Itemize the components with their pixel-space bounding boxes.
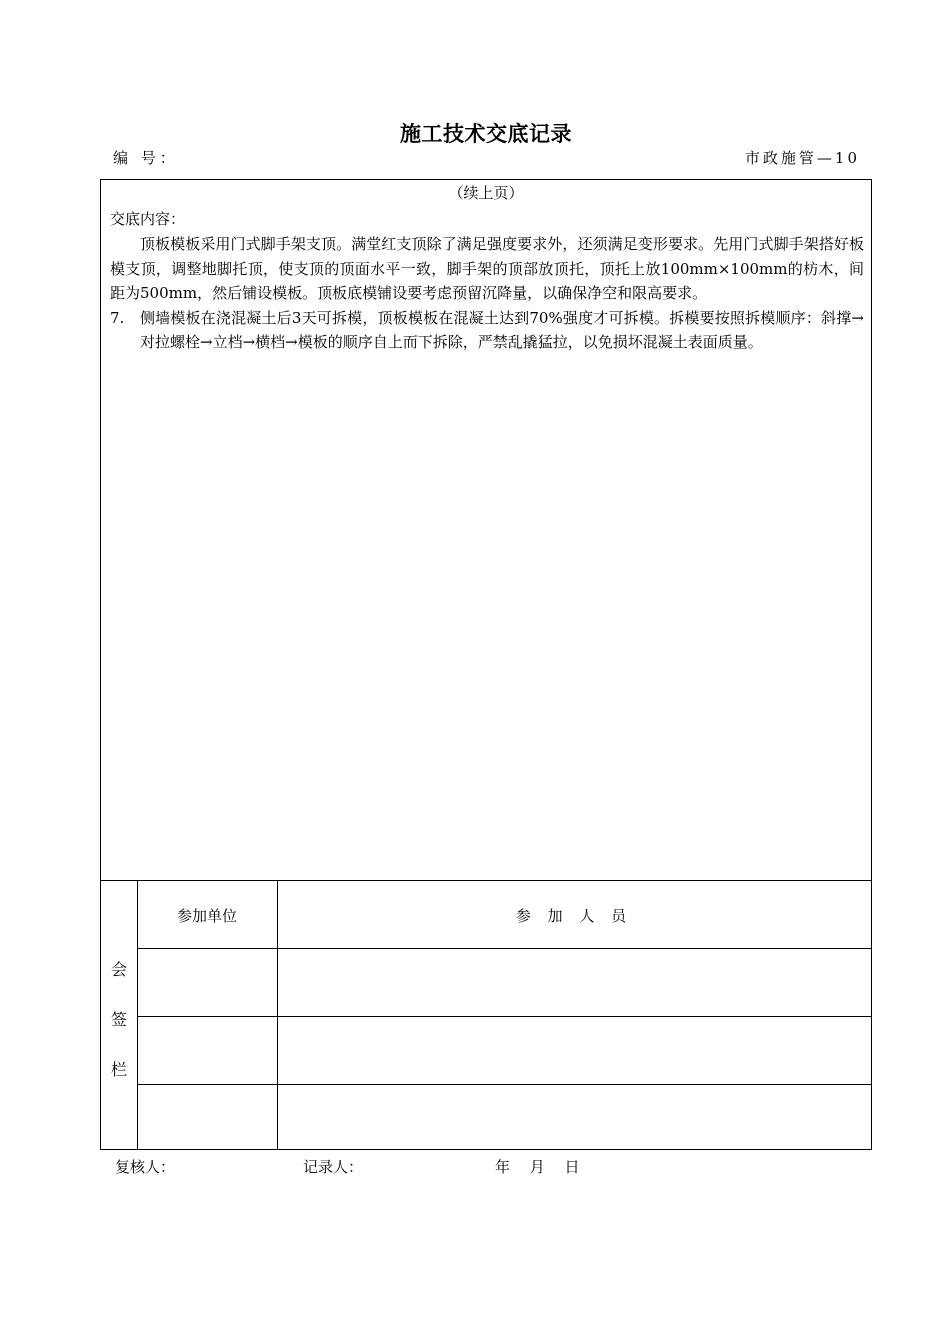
content-body [110, 232, 864, 355]
signoff-side-char: 签 [110, 1010, 127, 1029]
unit-cell[interactable] [138, 1017, 277, 1084]
person-column-header: 参 加 人 员 [515, 907, 633, 925]
item-number: 7. [110, 308, 125, 327]
signoff-section [101, 880, 871, 1150]
record-table [100, 179, 872, 1150]
unit-cell[interactable] [138, 1085, 277, 1149]
person-cell[interactable] [278, 949, 871, 1016]
person-cell[interactable] [278, 1017, 871, 1084]
person-cell[interactable] [278, 1085, 871, 1149]
continued-note: （续上页） [448, 184, 524, 202]
signoff-side-char: 会 [110, 960, 127, 979]
signoff-side-char: 栏 [110, 1060, 127, 1079]
content-label: 交底内容： [110, 210, 186, 228]
form-code: 市政施管—10 [744, 149, 860, 167]
recorder-label: 记录人： [303, 1158, 364, 1176]
date-label: 年 月 日 [495, 1158, 580, 1176]
reviewer-label: 复核人： [115, 1158, 176, 1176]
item-text: 侧墙模板在浇混凝土后3天可拆模，顶板模板在混凝土达到70%强度才可拆模。拆模要按照拆模顺序：斜撑→对拉螺栓→立档→横档→模板的顺序自上而下拆除，严禁乱撬猛拉，以免损坏混凝土表面质量。 [140, 308, 864, 351]
document-title: 施工技术交底记录 [400, 122, 572, 146]
serial-number-label: 编 号： [113, 149, 179, 167]
content-paragraph: 顶板模板采用门式脚手架支顶。满堂红支顶除了满足强度要求外，还须满足变形要求。先用门式脚手架搭好板模支顶，调整地脚托顶，使支顶的顶面水平一致，脚手架的顶部放顶托，顶托上放100mm×100mm的枋木，间距为500mm，然后铺设模板。顶板底模铺设要考虑预留沉降量，以确保净空和限高要求。 [110, 235, 864, 302]
unit-column-header: 参加单位 [176, 907, 237, 925]
content-item-7 [110, 306, 864, 355]
unit-cell[interactable] [138, 949, 277, 1016]
